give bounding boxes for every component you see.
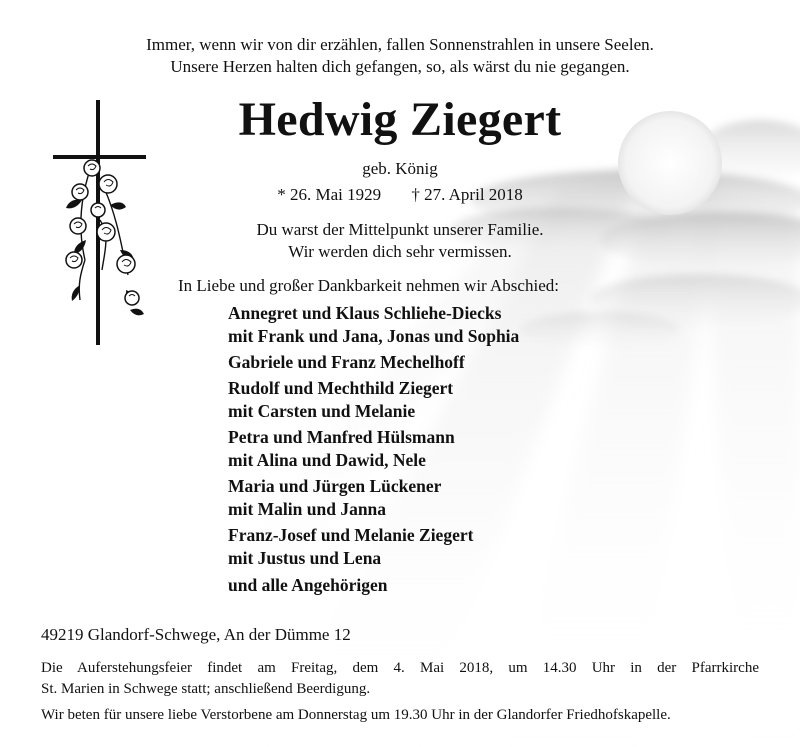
service-line-1: Die Auferstehungsfeier findet am Freitag, dem 4. Mai 2018, um 14.30 Uhr in der Pfarrkirche (41, 660, 759, 676)
mourner-line: Maria und Jürgen Lückener (228, 476, 442, 496)
mourner-line: und alle Angehörigen (228, 575, 388, 595)
mourner-line: Petra und Manfred Hülsmann (228, 427, 455, 447)
address: 49219 Glandorf-Schwege, An der Dümme 12 (41, 625, 351, 644)
quote-line-1: Du warst der Mittelpunkt unserer Familie. (256, 220, 544, 239)
mourner-line: mit Alina und Dawid, Nele (228, 450, 426, 470)
farewell-text: In Liebe und großer Dankbarkeit nehmen wir Abschied: (178, 276, 559, 295)
birth-name: geb. König (362, 159, 438, 178)
mourner-line: mit Frank und Jana, Jonas und Sophia (228, 326, 520, 346)
mourner-line: Rudolf und Mechthild Ziegert (228, 378, 454, 398)
mourner-line: Franz-Josef und Melanie Ziegert (228, 525, 474, 545)
mourner-line: mit Malin und Janna (228, 499, 387, 519)
verse-line-2: Unsere Herzen halten dich gefangen, so, als wärst du nie gegangen. (170, 57, 630, 76)
death-date: † 27. April 2018 (411, 185, 523, 204)
birth-date: * 26. Mai 1929 (277, 185, 382, 204)
service-info (41, 658, 759, 700)
mourner-line: mit Justus und Lena (228, 548, 382, 568)
prayer-info: Wir beten für unsere liebe Verstorbene am Donnerstag um 19.30 Uhr in der Glandorfer Friedhofskapelle. (41, 707, 671, 723)
verse-line-1: Immer, wenn wir von dir erzählen, fallen Sonnenstrahlen in unsere Seelen. (146, 35, 654, 54)
mourner-line: Gabriele und Franz Mechelhoff (228, 352, 465, 372)
life-dates (200, 184, 600, 206)
deceased-name: Hedwig Ziegert (238, 93, 562, 146)
mourner-line: Annegret und Klaus Schliehe-Diecks (228, 303, 502, 323)
service-line-2: St. Marien in Schwege statt; anschließend Beerdigung. (41, 681, 371, 697)
mourner-line: mit Carsten und Melanie (228, 401, 416, 421)
quote-line-2: Wir werden dich sehr vermissen. (288, 242, 512, 261)
